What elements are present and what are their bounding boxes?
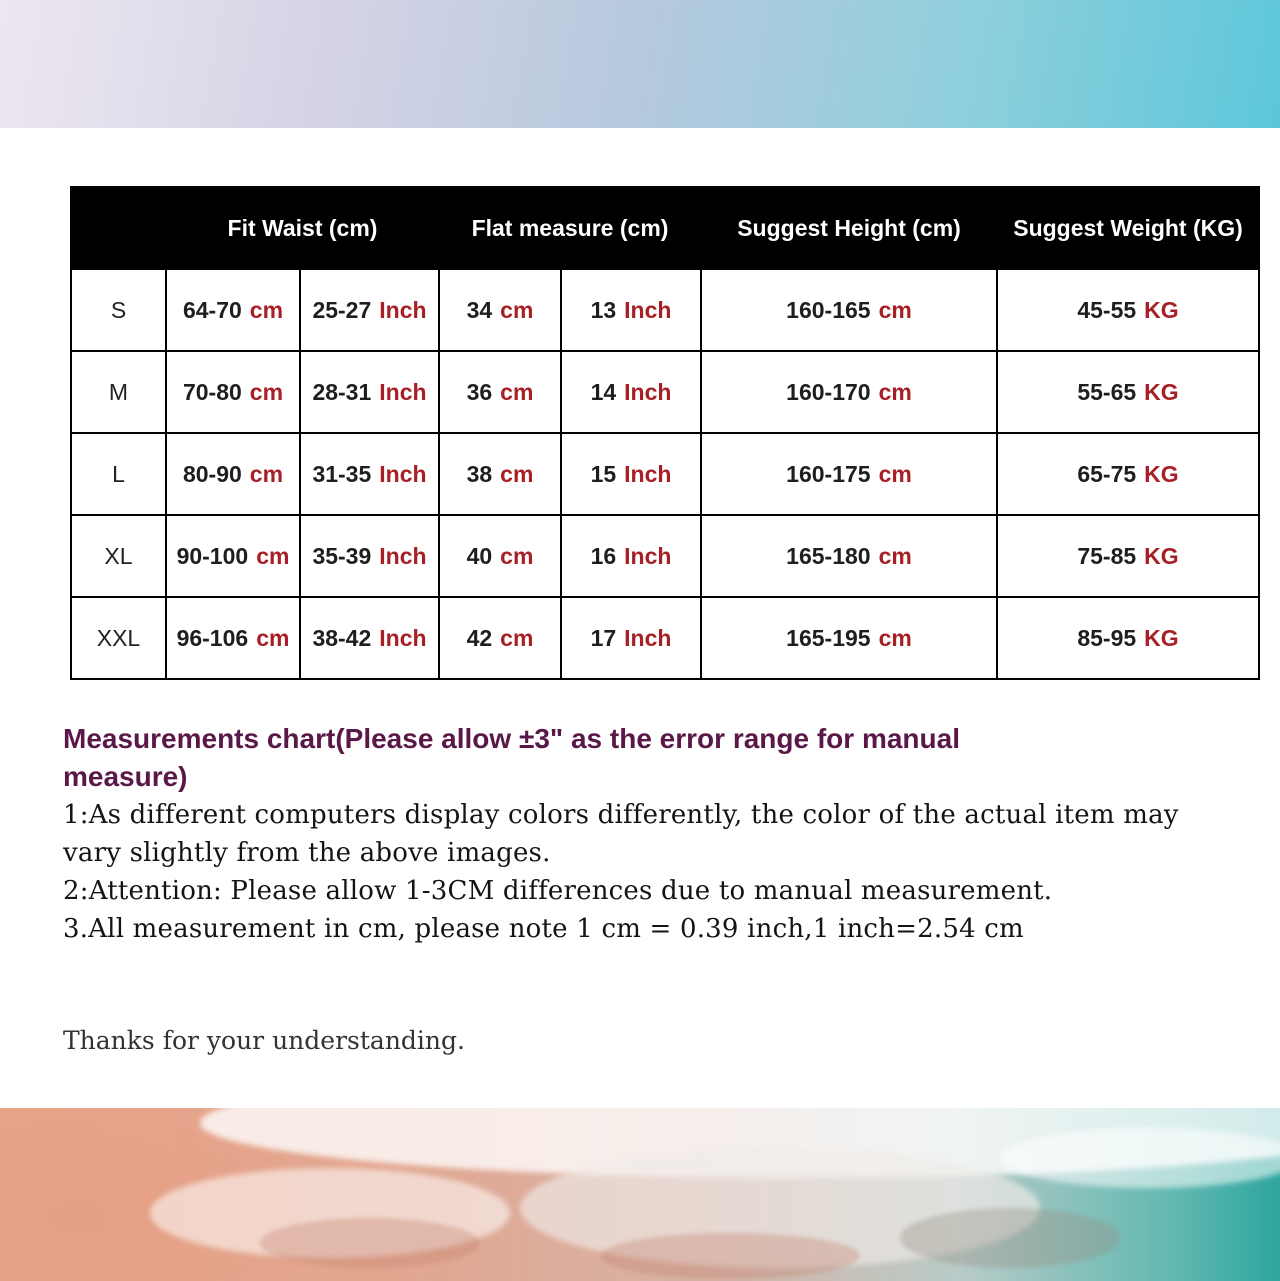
cell-value: 165-195 <box>786 624 871 651</box>
cell-waist-cm <box>166 269 300 351</box>
cell-waist-in <box>300 351 439 433</box>
header-suggest-height: Suggest Height (cm) <box>701 187 997 269</box>
cell-height <box>701 433 997 515</box>
cell-waist-in <box>300 269 439 351</box>
cell-flat-in <box>561 597 701 679</box>
cell-value: 85-95 <box>1077 624 1137 651</box>
cell-value: 14 <box>590 378 617 405</box>
cell-value: 35-39 <box>312 542 372 569</box>
top-gradient-banner <box>0 0 1280 128</box>
note-line-3: 3.All measurement in cm, please note 1 cm = 0.39 inch,1 inch=2.54 cm <box>63 914 1024 944</box>
cell-flat-in <box>561 515 701 597</box>
wet-sand <box>260 1218 480 1268</box>
cell-value: 64-70 <box>182 296 242 323</box>
table-row <box>71 515 1259 597</box>
cell-weight <box>997 597 1259 679</box>
cell-unit: KG <box>1144 460 1179 487</box>
cell-unit: Inch <box>379 296 427 323</box>
cell-value: 31-35 <box>312 460 372 487</box>
cell-unit: Inch <box>379 378 427 405</box>
cell-weight <box>997 433 1259 515</box>
cell-value: 165-180 <box>786 542 871 569</box>
cell-unit: KG <box>1144 378 1179 405</box>
cell-value: 16 <box>590 542 617 569</box>
size-label: XXL <box>71 597 166 679</box>
cell-value: 15 <box>590 460 617 487</box>
size-chart-table <box>70 186 1260 680</box>
cell-unit: cm <box>500 296 534 323</box>
cell-value: 38 <box>466 460 493 487</box>
cell-flat-in <box>561 351 701 433</box>
cell-height <box>701 351 997 433</box>
cell-flat-in <box>561 269 701 351</box>
thanks-text: Thanks for your understanding. <box>63 1026 465 1055</box>
cell-unit: Inch <box>379 460 427 487</box>
cell-unit: Inch <box>624 542 672 569</box>
cell-value: 36 <box>466 378 493 405</box>
cell-unit: cm <box>878 296 912 323</box>
cell-value: 160-170 <box>786 378 871 405</box>
cell-value: 42 <box>466 624 493 651</box>
cell-unit: cm <box>249 296 284 323</box>
cell-unit: Inch <box>624 378 672 405</box>
cell-waist-in <box>300 515 439 597</box>
size-label: L <box>71 433 166 515</box>
cell-unit: cm <box>878 378 912 405</box>
cell-flat-cm <box>439 515 561 597</box>
wet-sand <box>900 1208 1120 1268</box>
cell-unit: cm <box>500 378 534 405</box>
table-row <box>71 433 1259 515</box>
cell-flat-cm <box>439 597 561 679</box>
cell-value: 160-175 <box>786 460 871 487</box>
cell-height <box>701 269 997 351</box>
cell-height <box>701 515 997 597</box>
cell-weight <box>997 351 1259 433</box>
cell-value: 90-100 <box>176 542 249 569</box>
cell-value: 70-80 <box>182 378 242 405</box>
cell-value: 45-55 <box>1077 296 1137 323</box>
cell-weight <box>997 515 1259 597</box>
cell-unit: cm <box>256 542 290 569</box>
cell-unit: Inch <box>624 296 672 323</box>
cell-value: 34 <box>466 296 493 323</box>
cell-value: 40 <box>466 542 493 569</box>
cell-unit: cm <box>878 460 912 487</box>
cell-value: 55-65 <box>1077 378 1137 405</box>
cell-unit: Inch <box>379 624 427 651</box>
note-line-1: 1:As different computers display colors differently, the color of the actual item may vary slightly from the above images. <box>63 800 1179 868</box>
cell-flat-cm <box>439 269 561 351</box>
cell-unit: cm <box>249 378 284 405</box>
cell-unit: cm <box>878 542 912 569</box>
cell-value: 38-42 <box>312 624 372 651</box>
cell-value: 75-85 <box>1077 542 1137 569</box>
cell-unit: cm <box>878 624 912 651</box>
cell-flat-cm <box>439 433 561 515</box>
cell-value: 80-90 <box>182 460 242 487</box>
cell-value: 25-27 <box>312 296 372 323</box>
table-row <box>71 269 1259 351</box>
wet-sand <box>600 1233 860 1279</box>
cell-unit: cm <box>500 460 534 487</box>
beach-photo-banner <box>0 1108 1280 1281</box>
table-row <box>71 597 1259 679</box>
size-label: S <box>71 269 166 351</box>
cell-waist-cm <box>166 351 300 433</box>
cell-unit: cm <box>500 624 534 651</box>
size-label: M <box>71 351 166 433</box>
header-fit-waist: Fit Waist (cm) <box>166 187 439 269</box>
cell-value: 17 <box>590 624 617 651</box>
cell-unit: KG <box>1144 542 1179 569</box>
cell-unit: cm <box>500 542 534 569</box>
header-size <box>71 187 166 269</box>
cell-waist-in <box>300 597 439 679</box>
cell-unit: cm <box>249 460 284 487</box>
cell-value: 96-106 <box>176 624 249 651</box>
cell-flat-cm <box>439 351 561 433</box>
cell-value: 160-165 <box>786 296 871 323</box>
table-header-row <box>71 187 1259 269</box>
wave-foam <box>1000 1128 1280 1188</box>
cell-unit: cm <box>256 624 290 651</box>
cell-unit: Inch <box>624 460 672 487</box>
size-label: XL <box>71 515 166 597</box>
cell-flat-in <box>561 433 701 515</box>
cell-waist-cm <box>166 597 300 679</box>
note-line-2: 2:Attention: Please allow 1-3CM differences due to manual measurement. <box>63 876 1053 906</box>
cell-unit: Inch <box>379 542 427 569</box>
cell-unit: Inch <box>624 624 672 651</box>
header-flat-measure: Flat measure (cm) <box>439 187 701 269</box>
table-body <box>71 269 1259 679</box>
cell-value: 13 <box>590 296 617 323</box>
cell-value: 28-31 <box>312 378 372 405</box>
cell-value: 65-75 <box>1077 460 1137 487</box>
notes-section <box>63 720 1183 948</box>
cell-unit: KG <box>1144 624 1179 651</box>
chart-note-title: Measurements chart(Please allow ±3" as the error range for manual measure) <box>63 723 960 792</box>
table-row <box>71 351 1259 433</box>
cell-waist-cm <box>166 515 300 597</box>
cell-unit: KG <box>1144 296 1179 323</box>
header-suggest-weight: Suggest Weight (KG) <box>997 187 1259 269</box>
cell-weight <box>997 269 1259 351</box>
cell-waist-in <box>300 433 439 515</box>
cell-height <box>701 597 997 679</box>
cell-waist-cm <box>166 433 300 515</box>
